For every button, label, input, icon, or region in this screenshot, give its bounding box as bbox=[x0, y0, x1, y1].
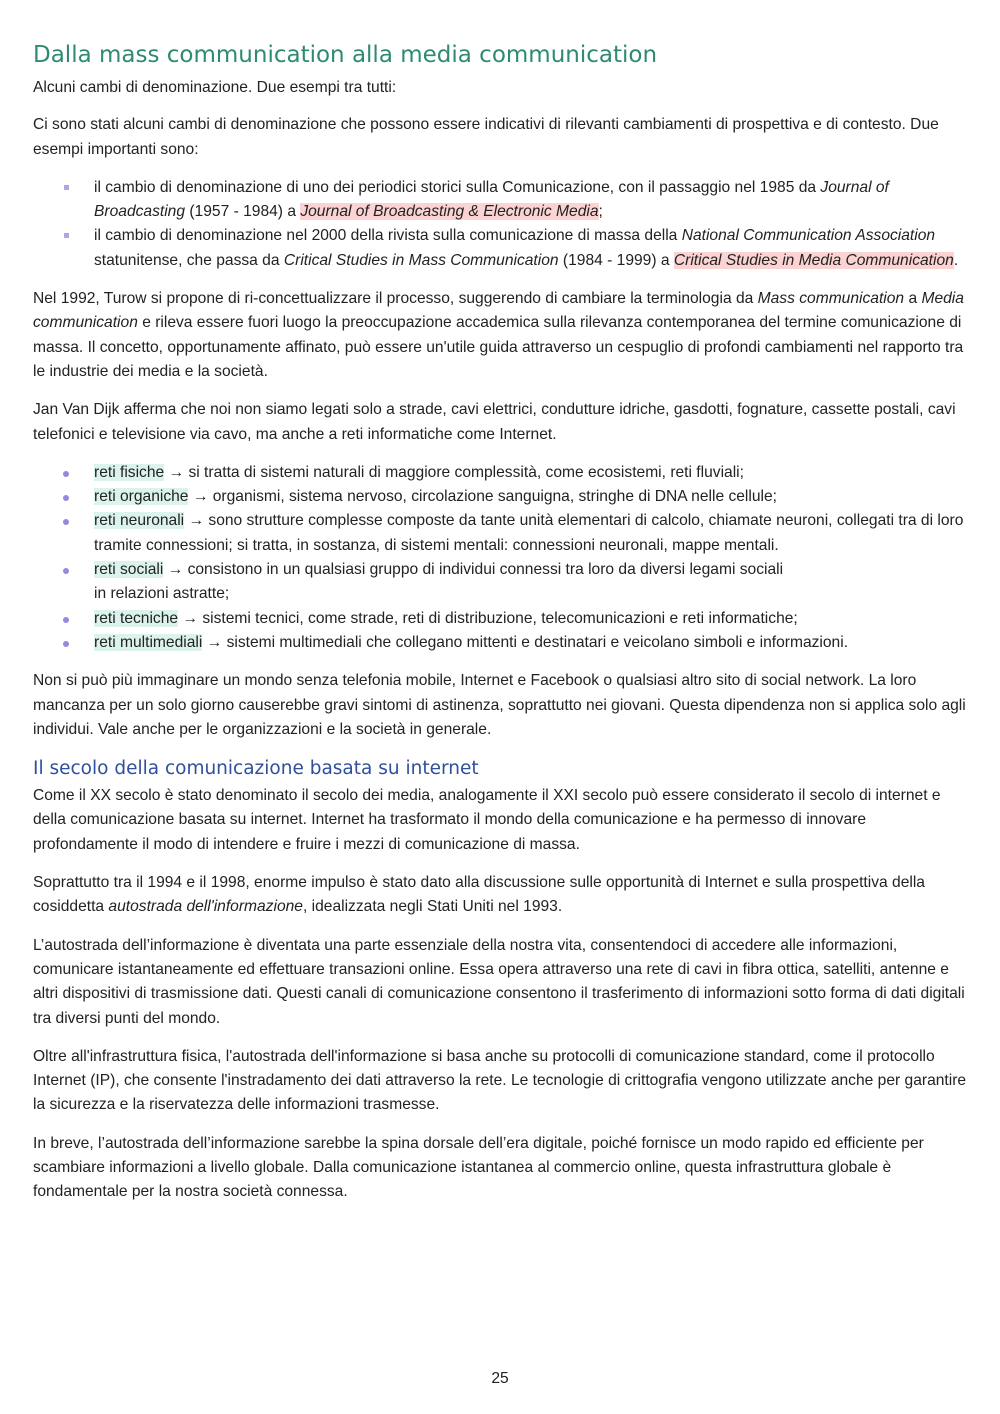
network-description: → consistono in un qualsiasi gruppo di individui connessi tra loro da diversi legami sociali bbox=[163, 561, 784, 579]
term-mass-communication: Mass communication bbox=[757, 290, 905, 308]
term-information-highway: autostrada dell'informazione bbox=[108, 898, 303, 916]
journal-name: Journal of Broadcasting bbox=[94, 178, 889, 221]
network-term: reti neuronali bbox=[94, 512, 185, 530]
network-description: → si tratta di sistemi naturali di maggiore complessità, come ecosistemi, reti fluviali; bbox=[164, 463, 744, 481]
paragraph: Oltre all'infrastruttura fisica, l'autostrada dell'informazione si basa anche su protocolli di comunicazione standard, come il protocollo Internet (IP), che consente l'instradamento dei dati attraverso la rete. Le tecnologie di crittografia vengono utilizzate anche per garantire la sicurezza e la riservatezza delle informazioni trasmesse. bbox=[33, 1047, 967, 1114]
network-term: reti tecniche bbox=[94, 609, 179, 627]
highlighted-journal-name: Critical Studies in Media Communication bbox=[673, 251, 954, 269]
text-run: (1957 - 1984) a bbox=[185, 203, 301, 221]
paragraph: Non si può più immaginare un mondo senza telefonia mobile, Internet e Facebook o qualsiasi altro sito di social network. La loro mancanza per un solo giorno causerebbe gravi sintomi di astinenza, soprattutto nei giovani. Questa dipendenza non si applica solo agli individui. Vale anche per le organizzazioni e la società in generale. bbox=[33, 672, 966, 738]
text-run: , idealizzata negli Stati Uniti nel 1993. bbox=[302, 898, 563, 916]
section-title-internet-century: Il secolo della comunicazione basata su internet bbox=[33, 758, 479, 780]
text-run: statunitense, che passa da bbox=[94, 251, 284, 269]
paragraph: L’autostrada dell’informazione è diventata una parte essenziale della nostra vita, consentendoci di accedere alle informazioni, comunicare istantaneamente ed effettuare transazioni online. Essa opera attraverso una rete di cavi in fibra ottica, satelliti, antenne e altri dispositivi di trasmissione dati. Questi canali di comunicazione consentono il trasferimento di informazioni sotto forma di dati digitali tra diversi punti del mondo. bbox=[33, 936, 965, 1027]
list-item bbox=[33, 461, 968, 485]
list-item bbox=[33, 485, 968, 509]
page-content bbox=[33, 38, 968, 1219]
text-run: il cambio di denominazione nel 2000 della rivista sulla comunicazione di massa della bbox=[94, 227, 682, 245]
network-term: reti sociali bbox=[94, 561, 164, 579]
renaming-examples-list bbox=[33, 176, 968, 273]
networks-list bbox=[33, 461, 968, 655]
journal-name: Critical Studies in Mass Communication bbox=[283, 251, 559, 269]
list-item bbox=[33, 631, 968, 655]
term-media-communication: Media communication bbox=[33, 290, 964, 332]
network-term: reti fisiche bbox=[94, 463, 165, 481]
association-name: National Communication Association bbox=[681, 227, 936, 245]
section-title-mass-to-media: Dalla mass communication alla media communication bbox=[33, 42, 658, 68]
network-description: → organismi, sistema nervoso, circolazione sanguigna, stringhe di DNA nelle cellule; bbox=[188, 488, 778, 506]
text-run: Nel 1992, Turow si propone di ri-concettualizzare il processo, suggerendo di cambiare la terminologia da bbox=[33, 290, 758, 308]
paragraph-turow bbox=[33, 287, 968, 384]
list-item bbox=[33, 607, 968, 631]
network-description: → sono strutture complesse composte da tante unità elementari di calcolo, chiamate neuroni, collegati tra di loro tramite connessioni; si tratta, in sostanza, di sistemi mentali: connessioni neuronali, mappe mentali. bbox=[94, 512, 964, 554]
paragraph: Come il XX secolo è stato denominato il secolo dei media, analogamente il XXI secolo può essere considerato il secolo di internet e della comunicazione basata su internet. Internet ha trasformato il mondo della comunicazione e ha permesso di innovare profondamente il modo di intendere e fruire i mezzi di comunicazione di massa. bbox=[33, 787, 941, 853]
paragraph: In breve, l’autostrada dell’informazione sarebbe la spina dorsale dell’era digitale, poiché fornisce un modo rapido ed efficiente per scambiare informazioni a livello globale. Dalla comunicazione istantanea al commercio online, questa infrastruttura globale è fondamentale per la nostra società connessa. bbox=[33, 1134, 924, 1201]
network-description-continued: in relazioni astratte; bbox=[94, 585, 230, 603]
paragraph bbox=[33, 871, 968, 920]
paragraph-van-dijk: Jan Van Dijk afferma che noi non siamo legati solo a strade, cavi elettrici, condutture idriche, gasdotti, fognature, cassette postali, cavi telefonici e televisione via cavo, ma anche a reti informatiche come Internet. bbox=[33, 401, 956, 443]
paragraph: Ci sono stati alcuni cambi di denominazione che possono essere indicativi di rilevanti cambiamenti di prospettiva e di contesto. Due esempi importanti sono: bbox=[33, 116, 939, 158]
network-description: → sistemi tecnici, come strade, reti di distribuzione, telecomunicazioni e reti informatiche; bbox=[178, 609, 798, 627]
page-number: 25 bbox=[491, 1370, 509, 1387]
list-item bbox=[33, 558, 968, 607]
text-run: (1984 - 1999) a bbox=[558, 251, 674, 269]
highlighted-journal-name: Journal of Broadcasting & Electronic Media bbox=[300, 203, 599, 221]
text-run: . bbox=[953, 251, 959, 269]
list-item bbox=[33, 224, 968, 273]
list-item bbox=[33, 509, 968, 558]
text-run: a bbox=[904, 290, 922, 308]
text-run: Soprattutto tra il 1994 e il 1998, enorme impulso è stato dato alla discussione sulle opportunità di Internet e sulla prospettiva della cosiddetta bbox=[33, 874, 925, 916]
network-term: reti organiche bbox=[94, 488, 189, 506]
list-item bbox=[33, 176, 968, 225]
network-description: → sistemi multimediali che collegano mittenti e destinatari e veicolano simboli e informazioni. bbox=[202, 633, 849, 651]
network-term: reti multimediali bbox=[94, 633, 203, 651]
text-run: ; bbox=[598, 203, 603, 221]
text-run: e rileva essere fuori luogo la preoccupazione accademica sulla rilevanza contemporanea del termine comunicazione di massa. Il concetto, opportunamente affinato, può essere un'utile guida attraverso un cespuglio di profondi cambiamenti nel rapporto tra le industrie dei media e la società. bbox=[33, 314, 964, 380]
text-run: il cambio di denominazione di uno dei periodici storici sulla Comunicazione, con il passaggio nel 1985 da bbox=[94, 178, 821, 196]
intro-paragraph: Alcuni cambi di denominazione. Due esempi tra tutti: bbox=[33, 79, 397, 96]
